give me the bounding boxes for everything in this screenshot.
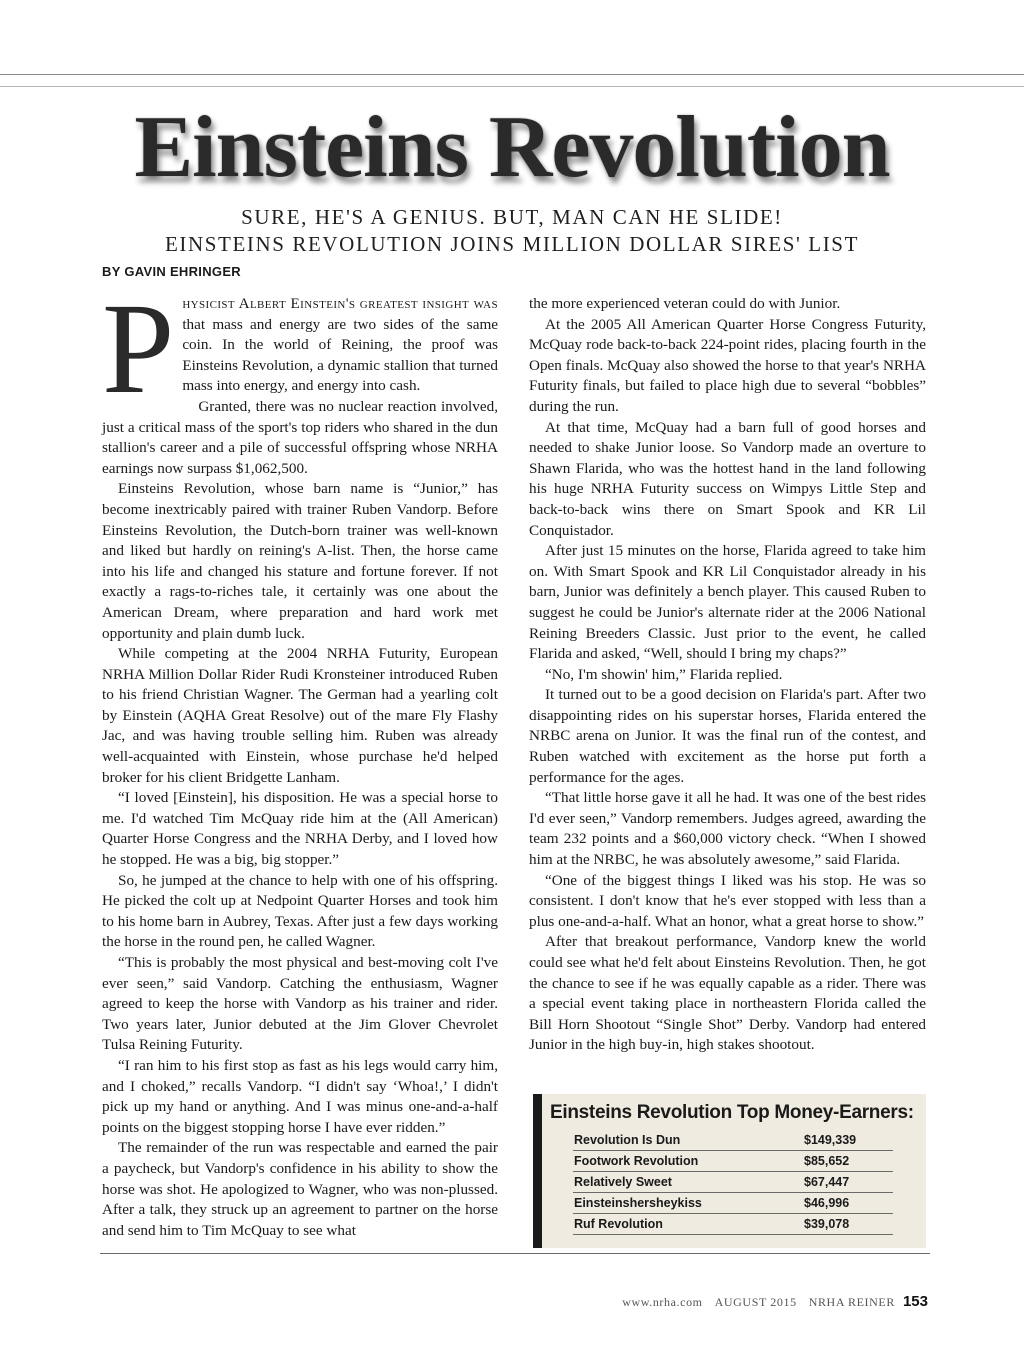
lead-paragraph: [102, 277, 498, 421]
article-column-left: [102, 277, 498, 1241]
horse-name: Ruf Revolution: [574, 1217, 663, 1231]
horse-name: Einsteinshersheykiss: [574, 1196, 702, 1210]
article-paragraph: Granted, there was no nuclear reaction involved, just a critical mass of the sport's top riders who shared in the dun stallion's career and a pile of successful offspring whose NRHA earnings now surpass $1,062,500.: [102, 397, 498, 477]
deck-line-2: EINSTEINS REVOLUTION JOINS MILLION DOLLAR SIRES' LIST: [164, 232, 860, 256]
deck-line-1: SURE, HE'S A GENIUS. BUT, MAN CAN HE SLIDE!: [241, 205, 783, 229]
byline: BY GAVIN EHRINGER: [102, 264, 241, 279]
lead-small-caps: hysicist Albert Einstein's greatest insight was: [182, 295, 498, 312]
sidebar-row: [573, 1215, 893, 1235]
earnings-amount: $39,078: [804, 1217, 850, 1231]
sidebar-row: [573, 1194, 893, 1214]
earnings-amount: $149,339: [804, 1133, 857, 1147]
article-paragraph: At the 2005 All American Quarter Horse Congress Futurity, McQuay rode back-to-back 224-point rides, placing fourth in the Open finals. McQuay also showed the horse to that year's NRHA Futurity finals, but failed to place high due to several “bobbles” during the run.: [529, 315, 926, 415]
article-paragraph-continued: the more experienced veteran could do with Junior.: [529, 295, 841, 312]
page-footer: [560, 1293, 928, 1310]
horse-name: Relatively Sweet: [574, 1175, 672, 1189]
horse-name: Revolution Is Dun: [574, 1133, 681, 1147]
bottom-rule: [100, 1253, 930, 1254]
article-paragraph: “This is probably the most physical and best-moving colt I've ever seen,” said Vandorp. Catching the enthusiasm, Wagner agreed to keep the horse with Vandorp as his trainer and rider. Two years later, Junior debuted at the Jim Glover Chevrolet Tulsa Reining Futurity.: [102, 954, 498, 1054]
headline: Einsteins Revolution: [134, 99, 890, 196]
earnings-amount: $85,652: [804, 1154, 850, 1168]
footer-date: AUGUST 2015: [714, 1295, 797, 1309]
top-rule: [0, 74, 1024, 75]
article-paragraph: It turned out to be a good decision on Flarida's part. After two disappointing rides on his superstar horses, Flarida entered the NRBC arena on Junior. It was the final run of the contest, and Ruben watched with excitement as the horse put forth a performance for the ages.: [529, 686, 926, 786]
earnings-amount: $67,447: [804, 1175, 850, 1189]
article-paragraph: After that breakout performance, Vandorp knew the world could see what he'd felt about Einsteins Revolution. Then, he got the chance to see if he was equally capable as a rider. There was a special event taking place in northeastern Florida called the Bill Horn Shootout “Single Shot” Derby. Vandorp had entered Junior in the high buy-in, high stakes shootout.: [529, 933, 926, 1054]
sidebar-title: Einsteins Revolution Top Money-Earners:: [550, 1102, 914, 1123]
article-paragraph: At that time, McQuay had a barn full of good horses and needed to shake Junior loose. So Vandorp made an overture to Shawn Flarida, who was the hottest hand in the land following his huge NRHA Futurity success on Wimpys Little Step and back-to-back wins there on Smart Spook and KR Lil Conquistador.: [529, 418, 926, 539]
article-paragraph: “One of the biggest things I liked was his stop. He was so consistent. I don't know that he's ever stopped with less than a plus one-and-a-half. What an honor, what a great horse to show.”: [529, 871, 926, 930]
money-earners-sidebar: [533, 1094, 926, 1248]
sidebar-row: [573, 1173, 893, 1193]
top-rule-secondary: [0, 86, 1024, 87]
article-paragraph: So, he jumped at the chance to help with one of his offspring. He picked the colt up at Nedpoint Quarter Horses and took him to his home barn in Aubrey, Texas. After just a few days working the horse in the round pen, he called Wagner.: [102, 871, 498, 951]
page-number: 153: [902, 1293, 928, 1310]
article-paragraph: The remainder of the run was respectable and earned the pair a paycheck, but Vandorp's confidence in his ability to show the horse was shot. He apologized to Wagner, who was non-plussed. After a talk, they struck up an agreement to partner on the horse and send him to Tim McQuay to see what: [102, 1139, 498, 1239]
article-paragraph: Einsteins Revolution, whose barn name is “Junior,” has become inextricably paired with trainer Ruben Vandorp. Before Einsteins Revolution, the Dutch-born trainer was well-known and liked but hardly on reining's A-list. Then, the horse came into his life and changed his stature and fortune forever. If not exactly a rags-to-riches tale, it certainly was one about the American Dream, where preparation and hard work met opportunity and plain dumb luck.: [102, 480, 498, 642]
drop-cap: P: [102, 277, 175, 421]
footer-publication: NRHA REINER: [808, 1295, 895, 1309]
lead-text: that mass and energy are two sides of the same coin. In the world of Reining, the proof was Einsteins Revolution, a dynamic stallion that turned mass into energy, and energy into cash.: [182, 315, 498, 395]
article-paragraph: While competing at the 2004 NRHA Futurity, European NRHA Million Dollar Rider Rudi Kronsteiner introduced Ruben to his friend Christian Wagner. The German had a yearling colt by Einstein (AQHA Great Resolve) out of the mare Fly Flashy Jac, and was having trouble selling him. Ruben was already well-acquainted with Einstein, whose purchase he'd helped broker for his client Bridgette Lanham.: [102, 645, 498, 786]
article-paragraph: “I ran him to his first stop as fast as his legs would carry him, and I choked,” recalls Vandorp. “I didn't say ‘Whoa!,’ I didn't pick up my hand or anything. And I was minus one-and-a-half points on the biggest stopping horse I have ever ridden.”: [102, 1056, 498, 1136]
horse-name: Footwork Revolution: [574, 1154, 699, 1168]
article-paragraph: “That little horse gave it all he had. It was one of the best rides I'd ever seen,” Vandorp remembers. Judges agreed, awarding the team 232 points and a $60,000 victory check. “When I showed him at the NRBC, he was absolutely awesome,” said Flarida.: [529, 789, 926, 869]
article-paragraph: “I loved [Einstein], his disposition. He was a special horse to me. I'd watched Tim McQuay ride him at the (All American) Quarter Horse Congress and the NRHA Derby, and I loved how he stopped. He was a big, big stopper.”: [102, 789, 498, 869]
footer-url: www.nrha.com: [622, 1295, 703, 1309]
sidebar-row: [573, 1152, 893, 1172]
earnings-amount: $46,996: [804, 1196, 850, 1210]
article-paragraph: After just 15 minutes on the horse, Flarida agreed to take him on. With Smart Spook and KR Lil Conquistador already in his barn, Junior was definitely a bench player. This caused Ruben to suggest he could be Junior's alternate rider at the 2006 National Reining Breeders Classic. Just prior to the event, he called Flarida and asked, “Well, should I bring my chaps?”: [529, 542, 926, 663]
article-column-right: [529, 294, 926, 1056]
sidebar-row: [573, 1131, 893, 1151]
article-paragraph: “No, I'm showin' him,” Flarida replied.: [545, 665, 783, 683]
